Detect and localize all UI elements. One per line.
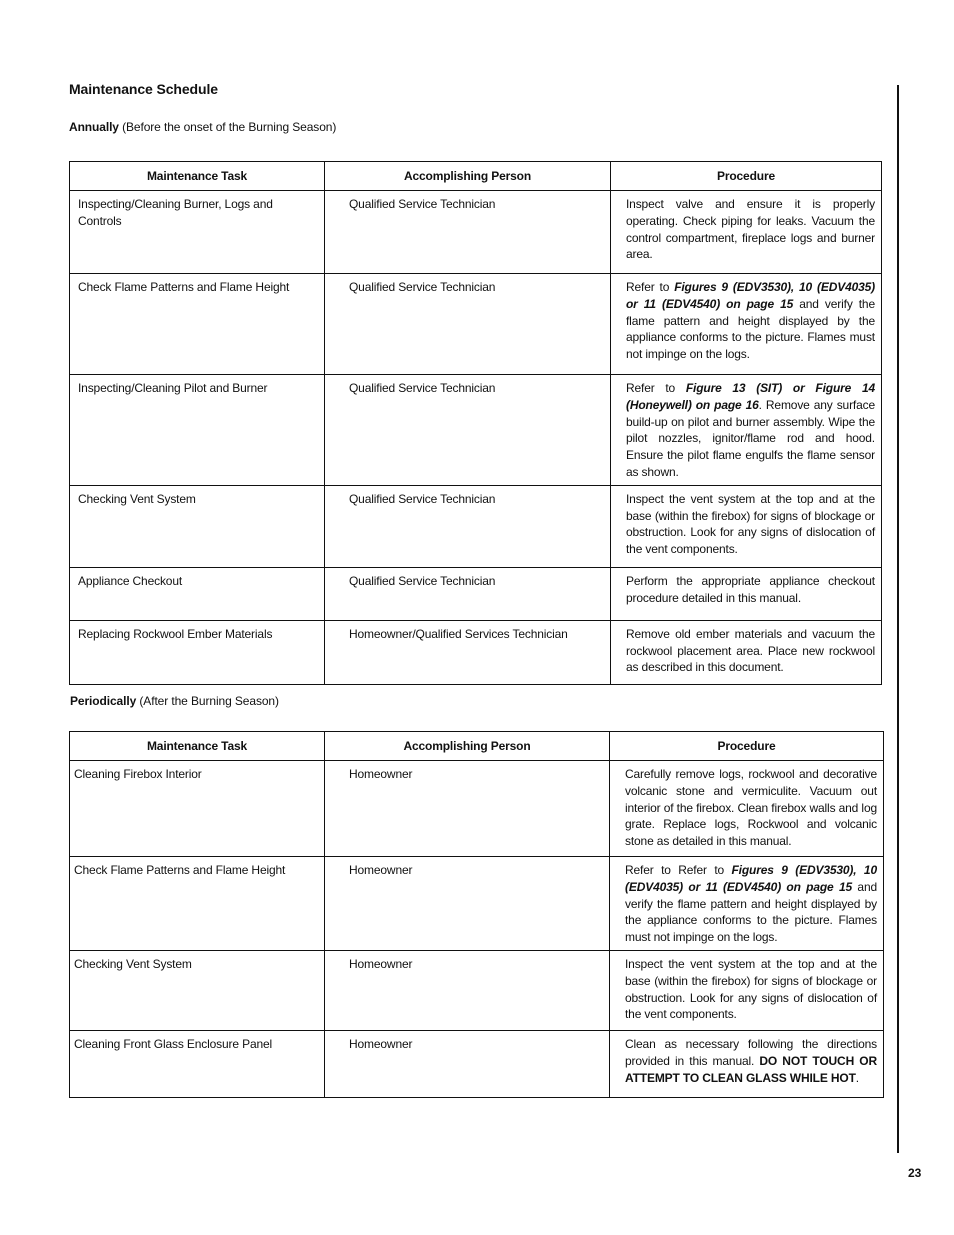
procedure-text: Inspect the vent system at the top and at the base (within the firebox) for signs of blockage or obstruction. Look for any signs of dislocation of the vent components. [625, 956, 877, 1022]
periodically-note: (After the Burning Season) [139, 694, 279, 708]
person-cell: Qualified Service Technician [325, 274, 611, 375]
procedure-cell [610, 950, 884, 1030]
procedure-text: Perform the appropriate appliance checkout procedure detailed in this manual. [626, 573, 875, 605]
table-row [70, 567, 882, 620]
person-cell: Qualified Service Technician [325, 191, 611, 274]
table-row [70, 1030, 884, 1097]
procedure-cell [610, 857, 884, 951]
annually-subheading [69, 120, 336, 134]
procedure-text: Inspect the vent system at the top and at the base (within the firebox) for signs of blockage or obstruction. Look for any signs of dislocation of the vent components. [626, 491, 875, 557]
column-header-task: Maintenance Task [70, 162, 325, 191]
table-row [70, 274, 882, 375]
task-cell: Check Flame Patterns and Flame Height [70, 857, 325, 951]
person-cell: Homeowner/Qualified Services Technician [325, 620, 611, 684]
periodic-maintenance-table [69, 731, 884, 1098]
task-cell: Cleaning Firebox Interior [70, 761, 325, 857]
procedure-text: and verify the flame pattern and height displayed by the appliance conforms to the picture. Flames must not impinge on the logs. [626, 296, 875, 362]
table-header-row [70, 162, 882, 191]
procedure-text: Refer to [626, 381, 686, 395]
column-header-procedure: Procedure [610, 732, 884, 761]
table-row [70, 191, 882, 274]
table-row [70, 761, 884, 857]
periodically-label: Periodically [70, 694, 137, 708]
task-cell: Checking Vent System [70, 485, 325, 567]
procedure-emphasis: Figures 9 (EDV3530), 10 (EDV4035) or 11 (EDV4540) on page 15 [625, 863, 877, 894]
procedure-emphasis: Figures 9 (EDV3530), 10 (EDV4035) or 11 (EDV4540) on page 15 [626, 280, 876, 311]
procedure-text: . [855, 1070, 859, 1085]
person-cell: Qualified Service Technician [325, 375, 611, 486]
column-header-task: Maintenance Task [70, 732, 325, 761]
column-header-person: Accomplishing Person [325, 732, 610, 761]
procedure-cell [611, 567, 882, 620]
task-cell: Appliance Checkout [70, 567, 325, 620]
annually-label: Annually [69, 120, 119, 134]
person-cell: Homeowner [325, 950, 610, 1030]
task-cell: Inspecting/Cleaning Pilot and Burner [70, 375, 325, 486]
table-row [70, 375, 882, 486]
person-cell: Homeowner [325, 761, 610, 857]
person-cell: Qualified Service Technician [325, 485, 611, 567]
procedure-text: Remove old ember materials and vacuum the rockwool placement area. Place new rockwool as described in this document. [626, 626, 875, 675]
table-header-row [70, 732, 884, 761]
periodically-subheading [70, 694, 279, 708]
task-cell [70, 191, 325, 274]
procedure-cell [610, 761, 884, 857]
person-cell: Homeowner [325, 857, 610, 951]
table-row [70, 950, 884, 1030]
column-header-person: Accomplishing Person [325, 162, 611, 191]
page-number: 23 [908, 1166, 922, 1180]
procedure-cell [611, 620, 882, 684]
annually-note: (Before the onset of the Burning Season) [122, 120, 337, 134]
procedure-cell [611, 274, 882, 375]
person-cell: Qualified Service Technician [325, 567, 611, 620]
procedure-text: Clean as necessary following the directions provided in this manual. [625, 1036, 877, 1068]
procedure-text: Refer to Refer to [625, 863, 732, 877]
procedure-emphasis: DO NOT TOUCH OR ATTEMPT TO CLEAN GLASS WHILE HOT [625, 1053, 877, 1085]
procedure-text: . Remove any surface build-up on pilot and burner assembly. Wipe the pilot nozzles, ignitor/flame rod and hood. Ensure the pilot flame engulfs the flame sensor as shown. [626, 397, 875, 479]
task-cell: Cleaning Front Glass Enclosure Panel [70, 1030, 325, 1097]
task-cell: Checking Vent System [70, 950, 325, 1030]
annual-maintenance-table [69, 161, 882, 685]
table-row [70, 485, 882, 567]
task-cell: Replacing Rockwool Ember Materials [70, 620, 325, 684]
procedure-cell [611, 191, 882, 274]
column-header-procedure: Procedure [611, 162, 882, 191]
task-text: Inspecting/Cleaning Burner, Logs and Controls [78, 197, 273, 228]
procedure-text: Inspect valve and ensure it is properly operating. Check piping for leaks. Vacuum the control compartment, fireplace logs and burner area. [626, 197, 875, 262]
table-row [70, 857, 884, 951]
task-cell: Check Flame Patterns and Flame Height [70, 274, 325, 375]
procedure-text: Refer to [626, 280, 675, 294]
procedure-cell [611, 485, 882, 567]
procedure-text: Carefully remove logs, rockwool and decorative volcanic stone and vermiculite. Vacuum out interior of the firebox. Clean firebox walls and log grate. Replace logs, Rockwool and volcanic stone as detailed in this manual. [625, 767, 877, 849]
page-heading: Maintenance Schedule [69, 81, 218, 97]
procedure-cell [610, 1030, 884, 1097]
table-row [70, 620, 882, 684]
right-margin-rule [897, 85, 899, 1153]
procedure-text: and verify the flame pattern and height displayed by the appliance conforms to the picture. Flames must not impinge on the logs. [625, 879, 877, 945]
procedure-cell [611, 375, 882, 486]
procedure-emphasis: Figure 13 (SIT) or Figure 14 (Honeywell) on page 16 [626, 381, 875, 412]
person-cell: Homeowner [325, 1030, 610, 1097]
